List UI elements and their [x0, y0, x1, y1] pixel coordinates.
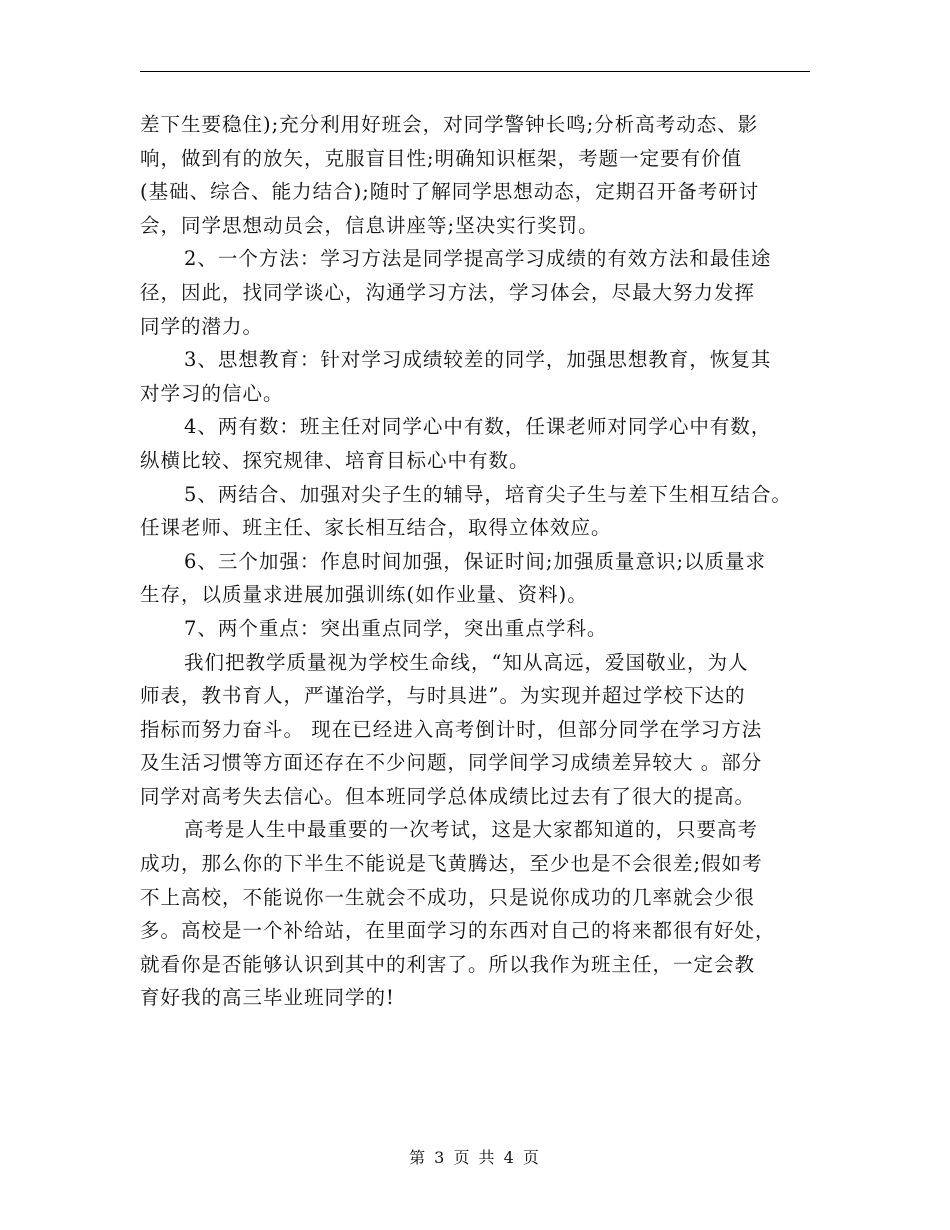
paragraph-start-line: 3、思想教育：针对学习成绩较差的同学，加强思想教育，恢复其 — [184, 348, 772, 372]
document-body — [140, 108, 820, 1015]
body-line: 差下生要稳住);充分利用好班会，对同学警钟长鸣;分析高考动态、影 — [140, 113, 759, 136]
paragraph-start-line: 4、两有数：班主任对同学心中有数，任课老师对同学心中有数， — [184, 415, 772, 439]
body-line: 对学习的信心。 — [140, 381, 284, 405]
body-line: 同学的潜力。 — [140, 314, 264, 338]
body-line: (基础、综合、能力结合);随时了解同学思想动态，定期召开备考研讨 — [140, 180, 760, 204]
body-line: 就看你是否能够认识到其中的利害了。所以我作为班主任，一定会教 — [140, 952, 756, 976]
body-line: 会，同学思想动员会，信息讲座等;坚决实行奖罚。 — [140, 213, 599, 237]
body-line: 指标而努力奋斗。 现在已经进入高考倒计时，但部分同学在学习方法 — [140, 717, 763, 741]
header-rule — [140, 71, 810, 72]
body-line: 生存，以质量求进展加强训练(如作业量、资料)。 — [140, 583, 588, 607]
paragraph-start-line: 7、两个重点：突出重点同学，突出重点学科。 — [184, 616, 608, 640]
paragraph-start-line: 5、两结合、加强对尖子生的辅导，培育尖子生与差下生相互结合。 — [184, 482, 792, 506]
page-footer: 第 3 页 共 4 页 — [409, 1148, 541, 1167]
body-line: 师表，教书育人，严谨治学，与时具进”。为实现并超过学校下达的 — [140, 684, 746, 708]
body-line: 响，做到有的放矢，克服盲目性;明确知识框架，考题一定要有价值 — [140, 146, 743, 170]
paragraph-start-line: 高考是人生中最重要的一次考试，这是大家都知道的，只要高考 — [184, 818, 759, 842]
paragraph-start-line: 我们把教学质量视为学校生命线，“知从高远，爱国敬业，为人 — [184, 650, 749, 674]
body-line: 育好我的高三毕业班同学的! — [140, 986, 395, 1010]
paragraph-start-line: 2、一个方法：学习方法是同学提高学习成绩的有效方法和最佳途 — [184, 247, 772, 271]
body-line: 及生活习惯等方面还存在不少问题，同学间学习成绩差异较大 。部分 — [140, 751, 763, 775]
body-line: 不上高校，不能说你一生就会不成功，只是说你成功的几率就会少很 — [140, 885, 756, 909]
paragraph-start-line: 6、三个加强：作息时间加强，保证时间;加强质量意识;以质量求 — [184, 549, 767, 573]
body-line: 任课老师、班主任、家长相互结合，取得立体效应。 — [140, 516, 612, 540]
body-line: 多。高校是一个补给站，在里面学习的东西对自己的将来都很有好处， — [140, 919, 776, 943]
body-line: 纵横比较、探究规律、培育目标心中有数。 — [140, 448, 530, 472]
body-line: 径，因此，找同学谈心，沟通学习方法，学习体会，尽最大努力发挥 — [140, 280, 756, 304]
body-line: 成功，那么你的下半生不能说是飞黄腾达，至少也是不会很差;假如考 — [140, 852, 763, 876]
body-line: 同学对高考失去信心。但本班同学总体成绩比过去有了很大的提高。 — [140, 784, 756, 808]
